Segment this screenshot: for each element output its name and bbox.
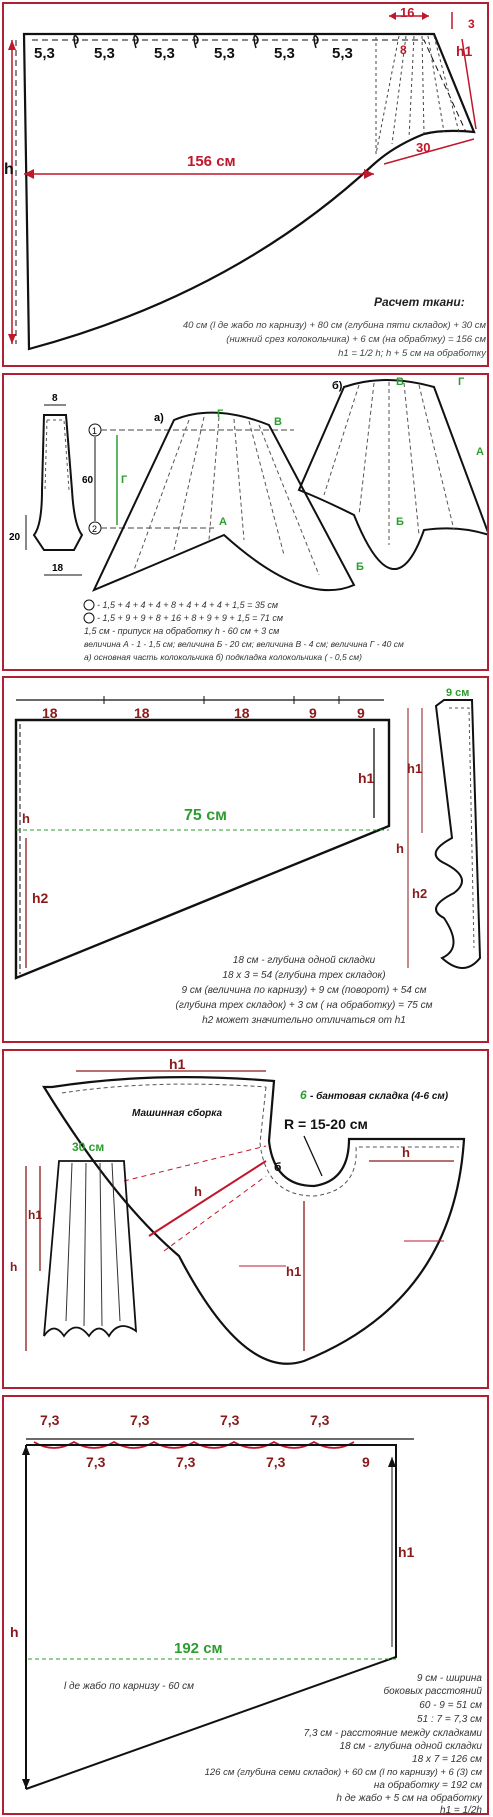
- note-line: 51 : 7 = 7,3 см: [417, 1714, 482, 1725]
- h1-label: h1: [456, 43, 473, 59]
- bell-b-outline: [299, 380, 489, 569]
- side-h: h: [396, 841, 404, 856]
- pleat-depth-label: 8: [400, 43, 407, 57]
- fig-h1-label: h1: [28, 1208, 43, 1222]
- bottom-pleat-label: 7,3: [86, 1454, 106, 1470]
- width-label: 18: [134, 705, 150, 721]
- fig-h-label: h: [10, 1260, 18, 1274]
- bow-jabot-figure: [44, 1161, 136, 1336]
- bell-a-folds: [134, 417, 319, 575]
- label-V: В: [274, 416, 282, 428]
- note-line: - 1,5 + 4 + 4 + 4 + 8 + 4 + 4 + 4 + 1,5 = 35 см: [97, 600, 279, 610]
- h-diag-label: h: [194, 1184, 202, 1199]
- note-line: 7,3 см - расстояние между складками: [303, 1728, 482, 1739]
- note-line: 9 см (величина по карнизу) + 9 см (поворот) + 54 см: [181, 985, 427, 996]
- side-label: 9 см: [446, 687, 470, 699]
- cascade-drawing: [4, 678, 489, 1043]
- width-label: 156 см: [187, 153, 236, 170]
- label-V-b: В: [396, 376, 404, 388]
- label-a: а): [154, 412, 164, 424]
- marker-1: 1: [92, 426, 98, 436]
- note-line: а) основная часть колокольчика б) подкладка колокольчика ( - 0,5 см): [84, 652, 362, 662]
- h-label: h: [10, 1624, 19, 1640]
- label-G-side: Г: [121, 474, 128, 486]
- figure-folds: [66, 1163, 120, 1326]
- machine-label: Машинная сборка: [132, 1108, 223, 1119]
- pleat-label: 5,3: [214, 45, 235, 62]
- bell-drawing: [4, 375, 489, 671]
- cornice-note: l де жабо по карнизу - 60 см: [64, 1681, 194, 1692]
- label-A: А: [219, 516, 227, 528]
- nine-label: 9: [362, 1454, 370, 1470]
- width-label: 18: [42, 705, 58, 721]
- bell-a-outline: [94, 413, 354, 591]
- top-pleat-label: 7,3: [130, 1412, 150, 1428]
- panel-long-jabot-pattern: [2, 1395, 489, 1815]
- cone-outline: [34, 415, 82, 550]
- panel-bow-jabot-pattern: [2, 1049, 489, 1389]
- note-line: боковых расстояний: [383, 1686, 482, 1697]
- h2-label: h2: [32, 890, 49, 906]
- cone-20-label: 20: [9, 532, 21, 543]
- bottom-pleat-label: 7,3: [266, 1454, 286, 1470]
- cascade-side-figure: [436, 700, 480, 968]
- label-G: Г: [217, 408, 224, 420]
- cone-18-label: 18: [52, 563, 64, 574]
- note-line: 60 - 9 = 51 см: [419, 1700, 482, 1711]
- top-pleat-label: 7,3: [220, 1412, 240, 1428]
- note-line: h де жабо + 5 см на обработку: [336, 1793, 482, 1804]
- pleat-label: 5,3: [94, 45, 115, 62]
- jabot-drawing: [4, 4, 489, 367]
- note-line: h1 = 1/2h: [440, 1805, 482, 1816]
- panel-bell-pattern: [2, 373, 489, 671]
- pleat-label: 5,3: [34, 45, 55, 62]
- bow-jabot-outline: [44, 1077, 464, 1364]
- top-pleat-label: 7,3: [40, 1412, 60, 1428]
- top-width-label: 16: [400, 5, 415, 20]
- note-line: 18 см - глубина одной складки: [339, 1741, 482, 1752]
- width-label: 9: [309, 705, 317, 721]
- label-60: 60: [82, 475, 94, 486]
- width-label: 9: [357, 705, 365, 721]
- thirty-label: 30 см: [72, 1140, 105, 1154]
- six-label: 6: [300, 1088, 307, 1102]
- label-b: б): [332, 380, 343, 392]
- label-B-b: Б: [396, 516, 404, 528]
- width-192-label: 192 см: [174, 1640, 223, 1657]
- marker-2: 2: [92, 524, 98, 534]
- bow-note: - бантовая складка (4-6 см): [310, 1091, 449, 1102]
- note-line: h2 может значительно отличаться от h1: [202, 1015, 406, 1026]
- note-line: (глубина трех складок) + 3 см ( на обработку) = 75 см: [175, 1000, 433, 1011]
- label-B: Б: [356, 561, 364, 573]
- note-line: 9 см - ширина: [416, 1673, 482, 1684]
- long-jabot-drawing: [4, 1397, 489, 1815]
- cascade-outline: [16, 720, 389, 978]
- note-line: 18 х 3 = 54 (глубина трех складок): [222, 970, 386, 981]
- side-h1: h1: [407, 761, 423, 776]
- width-75-label: 75 см: [184, 807, 227, 824]
- note-line: величина А - 1 - 1,5 см; величина Б - 20 см; величина В - 4 см; величина Г - 40 см: [84, 639, 404, 649]
- bottom-pleat-label: 7,3: [176, 1454, 196, 1470]
- note-line: 126 см (глубина семи складок) + 60 см (l по карнизу) + 6 (3) см: [204, 1767, 482, 1778]
- pleat-label: 5,3: [274, 45, 295, 62]
- h-label: h: [4, 161, 14, 178]
- h1-label: h1: [398, 1544, 415, 1560]
- h1-top-label: h1: [169, 1056, 186, 1072]
- h1-label: h1: [358, 770, 375, 786]
- calc-line: h1 = 1/2 h; h + 5 см на обработку: [338, 348, 486, 359]
- panel-jabot-pattern: [2, 2, 489, 367]
- label-A-b: А: [476, 446, 484, 458]
- note-line: 18 х 7 = 126 см: [412, 1754, 482, 1765]
- note-line: на обработку = 192 см: [373, 1780, 482, 1791]
- calc-line: 40 см (l де жабо по карнизу) + 80 см (глубина пяти складок) + 30 см: [182, 320, 486, 331]
- bell-label: 30: [416, 140, 431, 155]
- corner-label: 3: [468, 17, 475, 31]
- bow-jabot-drawing: [4, 1051, 489, 1389]
- label-G-b: Г: [458, 376, 465, 388]
- top-pleat-label: 7,3: [310, 1412, 330, 1428]
- calc-title: Расчет ткани:: [374, 295, 465, 309]
- h-right-label: h: [402, 1145, 410, 1160]
- note-line: 1,5 см - припуск на обработку h - 60 см + 3 см: [84, 626, 280, 636]
- bell-b-folds: [324, 382, 454, 545]
- panel-cascade-pattern: [2, 676, 489, 1043]
- side-h2: h2: [412, 886, 428, 901]
- cone-top-label: 8: [52, 393, 58, 404]
- note-line: - 1,5 + 9 + 9 + 8 + 16 + 8 + 9 + 9 + 1,5 = 71 см: [97, 613, 284, 623]
- note-line: 18 см - глубина одной складки: [232, 955, 376, 966]
- width-label: 18: [234, 705, 250, 721]
- pleat-label: 5,3: [332, 45, 353, 62]
- radius-label: R = 15-20 см: [284, 1116, 368, 1132]
- pleat-label: 5,3: [154, 45, 175, 62]
- h1-vert-label: h1: [286, 1264, 302, 1279]
- h-label: h: [22, 811, 30, 826]
- b-label: б: [274, 1160, 282, 1174]
- calc-line: (нижний срез колокольчика) + 6 см (на обрабтку) = 156 см: [226, 334, 486, 345]
